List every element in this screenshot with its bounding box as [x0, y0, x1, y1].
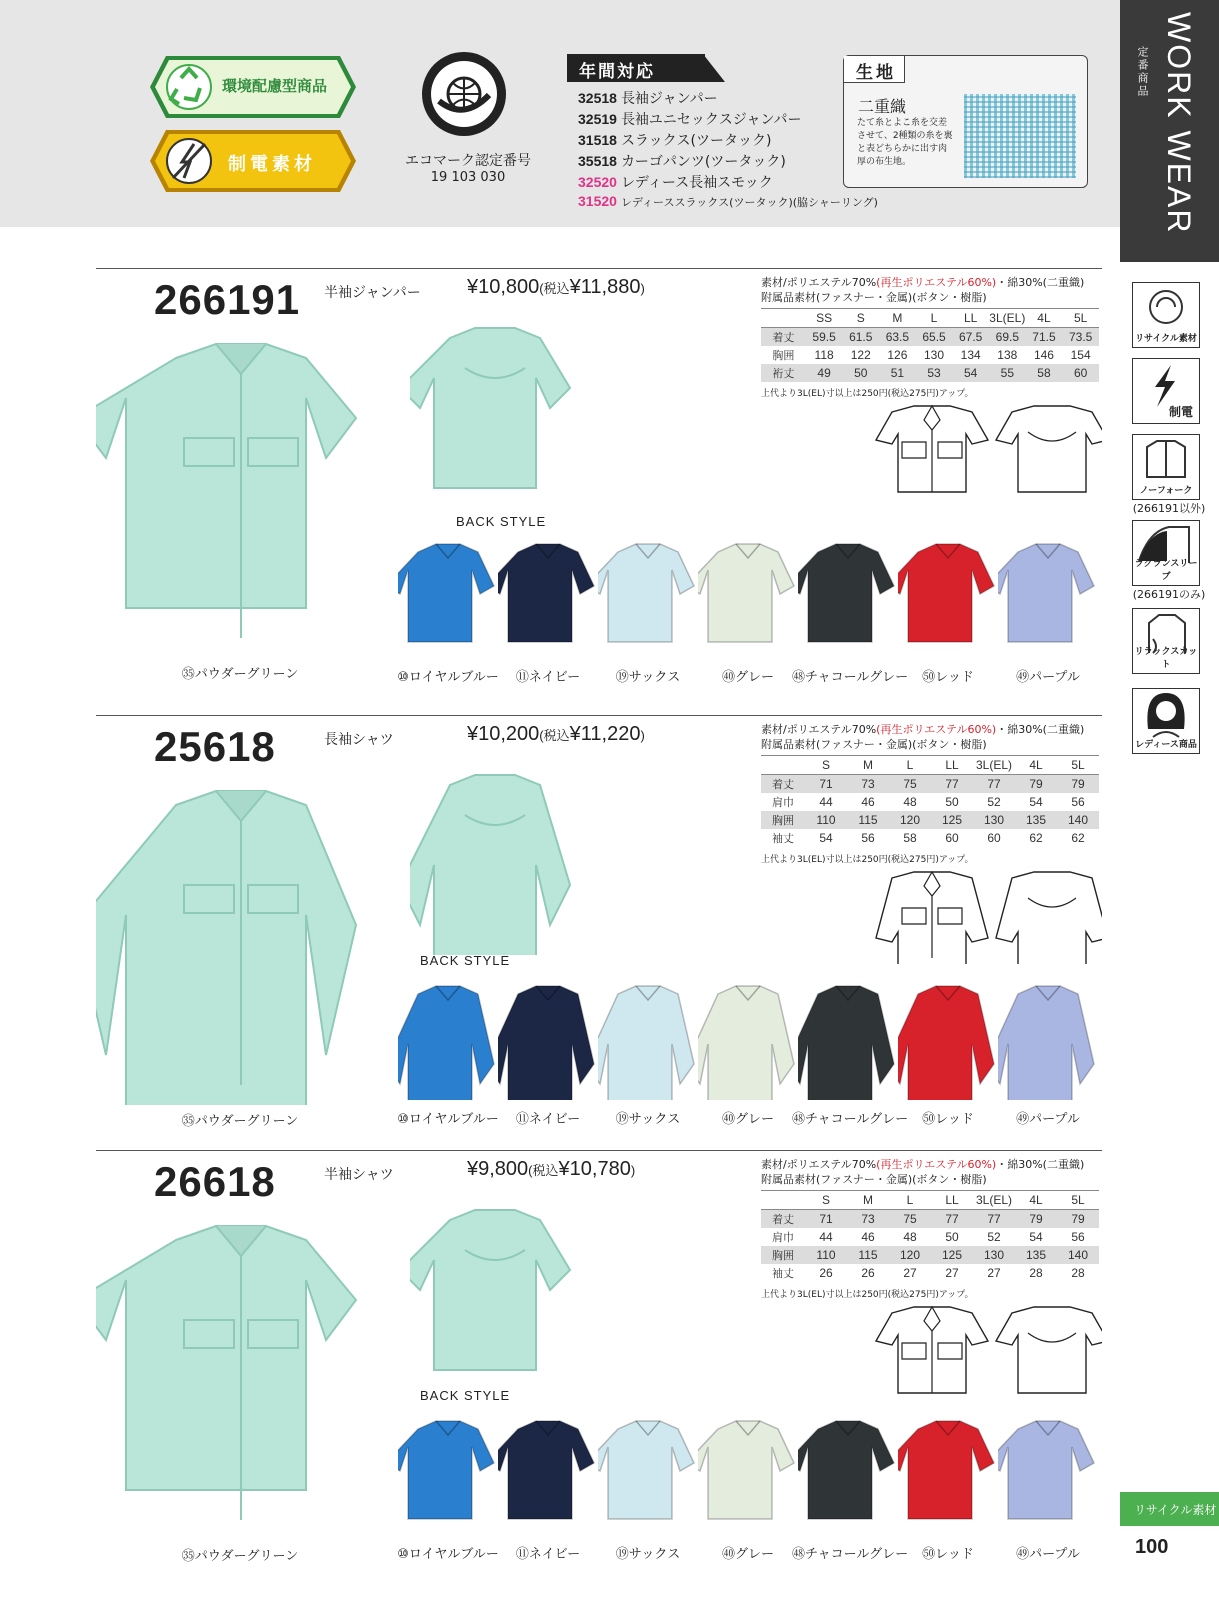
color-variant-label: ㊾パープル: [1016, 1112, 1080, 1127]
size-header: 3L(EL): [989, 309, 1026, 328]
size-cell: 44: [819, 1230, 833, 1244]
year-round-title: 年間対応: [567, 54, 705, 82]
size-cell: 56: [1071, 1230, 1085, 1244]
size-cell: 48: [903, 1230, 917, 1244]
size-cell: 60: [1062, 364, 1099, 382]
color-variant-image: [398, 1415, 498, 1535]
raglan-sleeve-icon: ラグランスリーブ: [1132, 520, 1200, 586]
color-variant-label: ㊾パープル: [1016, 670, 1080, 685]
size-cell: 71: [805, 1210, 847, 1229]
color-variant-label: ㊽チャコールグレー: [792, 1547, 909, 1562]
relax-cut-icon: リラックスカット: [1132, 608, 1200, 674]
color-variant-label: ⑩ロイヤルブルー: [397, 1547, 499, 1562]
size-header: 4L: [1026, 309, 1063, 328]
size-cell: 73: [847, 1210, 889, 1229]
color-variant-image: [798, 538, 898, 658]
fabric-title: 生地: [844, 56, 905, 83]
raglan-note: (266191のみ): [1132, 588, 1206, 601]
main-garment-image: [96, 775, 386, 1105]
color-variant-label: ⑩ロイヤルブルー: [397, 1112, 499, 1127]
section-rule: [96, 1150, 1102, 1151]
table-row: [761, 1228, 1099, 1246]
norfolk-note: (266191以外): [1132, 502, 1206, 515]
table-row: [761, 328, 1099, 347]
size-header: M: [879, 309, 916, 328]
size-header: L: [889, 756, 931, 775]
size-header: LL: [952, 309, 989, 328]
product-number: 25618: [154, 723, 276, 770]
color-variant-label: ⑲サックス: [615, 1112, 681, 1127]
size-header: L: [889, 1191, 931, 1210]
year-item: 32518 長袖ジャンパー: [578, 90, 718, 107]
size-cell: 110: [805, 1246, 847, 1264]
back-style-image: [410, 318, 580, 508]
product-number: 26618: [154, 1158, 276, 1205]
size-header: 5L: [1062, 309, 1099, 328]
size-cell: 134: [960, 348, 981, 362]
size-header: M: [847, 756, 889, 775]
size-cell: 126: [887, 348, 908, 362]
main-color-label: ㉟パウダーグリーン: [181, 1549, 299, 1564]
size-cell: 75: [889, 775, 931, 794]
product-price: ¥10,800(税込¥11,880): [467, 276, 645, 298]
size-cell: 62: [1071, 831, 1085, 845]
size-cell: 77: [973, 1210, 1015, 1229]
side-subtitle: 定番商品: [1136, 46, 1149, 98]
table-row: [761, 1264, 1099, 1282]
size-cell: 120: [889, 1246, 931, 1264]
table-row: [761, 1246, 1099, 1264]
size-cell: 26: [861, 1266, 875, 1280]
size-cell: 60: [987, 831, 1001, 845]
size-cell: 27: [903, 1266, 917, 1280]
color-variant-label: ⑩ロイヤルブルー: [397, 670, 499, 685]
size-cell: 79: [1057, 1210, 1099, 1229]
color-variant-image: [598, 980, 698, 1100]
year-item: 35518 カーゴパンツ(ツータック): [578, 153, 786, 170]
size-cell: 65.5: [916, 328, 953, 347]
row-label: 裄丈: [761, 364, 806, 382]
size-cell: 55: [989, 364, 1026, 382]
size-cell: 73.5: [1062, 328, 1099, 347]
size-cell: 115: [847, 1246, 889, 1264]
row-label: 袖丈: [772, 833, 794, 845]
product-name: 半袖ジャンパー: [324, 285, 421, 301]
color-variant-image: [798, 980, 898, 1100]
row-label: 胸囲: [761, 811, 805, 829]
table-row: [761, 364, 1099, 382]
size-cell: 77: [931, 1210, 973, 1229]
product-price: ¥10,200(税込¥11,220): [467, 723, 645, 745]
surcharge-note: 上代より3L(EL)寸以上は250円(税込275円)アップ。: [761, 855, 974, 865]
year-item: 32520 レディース長袖スモック: [578, 174, 773, 191]
back-style-label: BACK STYLE: [456, 514, 547, 529]
product-number: 266191: [154, 276, 301, 323]
size-table: [761, 1190, 1099, 1282]
size-header: 4L: [1015, 756, 1057, 775]
norfolk-icon: ノーフォーク: [1132, 434, 1200, 500]
color-variant-image: [398, 538, 498, 658]
color-variant-label: ㊵グレー: [721, 670, 774, 685]
size-cell: 140: [1057, 1246, 1099, 1264]
size-header: 4L: [1015, 1191, 1057, 1210]
size-cell: 77: [931, 775, 973, 794]
size-cell: 138: [997, 348, 1018, 362]
size-header: SS: [806, 309, 843, 328]
color-variant-label: ㊽チャコールグレー: [792, 670, 909, 685]
color-variant-label: ㊿レッド: [922, 1112, 974, 1127]
size-header: S: [805, 1191, 847, 1210]
color-variant-image: [498, 980, 598, 1100]
row-label: 着丈: [761, 328, 806, 347]
size-header: 5L: [1057, 1191, 1099, 1210]
surcharge-note: 上代より3L(EL)寸以上は250円(税込275円)アップ。: [761, 1290, 974, 1300]
size-cell: 125: [931, 811, 973, 829]
year-item: 31520 レディーススラックス(ツータック)(脇シャーリング): [578, 193, 878, 209]
size-cell: 50: [945, 795, 959, 809]
size-cell: 122: [850, 348, 871, 362]
antistatic-badge-label: 制電素材: [228, 154, 316, 175]
row-label: 肩巾: [772, 1232, 794, 1244]
size-cell: 44: [819, 795, 833, 809]
size-header: S: [842, 309, 879, 328]
ecomark-number: 19 103 030: [430, 170, 506, 185]
row-label: 肩巾: [772, 797, 794, 809]
flat-drawing: [862, 402, 1102, 498]
size-header: LL: [931, 1191, 973, 1210]
back-style-image: [410, 1200, 580, 1390]
size-cell: 115: [847, 811, 889, 829]
size-cell: 54: [952, 364, 989, 382]
size-cell: 46: [861, 795, 875, 809]
size-header: S: [805, 756, 847, 775]
size-table: [761, 308, 1099, 382]
color-variant-image: [898, 1415, 998, 1535]
size-cell: 60: [945, 831, 959, 845]
size-cell: 125: [931, 1246, 973, 1264]
row-label: 胸囲: [761, 1246, 805, 1264]
product-name: 半袖シャツ: [324, 1167, 394, 1183]
size-cell: 62: [1029, 831, 1043, 845]
color-variant-label: ㊵グレー: [721, 1547, 774, 1562]
size-cell: 56: [861, 831, 875, 845]
main-color-label: ㉟パウダーグリーン: [181, 1114, 299, 1129]
size-cell: 71.5: [1026, 328, 1063, 347]
table-row: [761, 811, 1099, 829]
size-cell: 58: [903, 831, 917, 845]
color-variant-image: [598, 538, 698, 658]
size-cell: 52: [987, 795, 1001, 809]
size-cell: 118: [814, 348, 834, 362]
year-item: 32519 長袖ユニセックスジャンパー: [578, 111, 802, 128]
main-color-label: ㉟パウダーグリーン: [181, 667, 299, 682]
product-price: ¥9,800(税込¥10,780): [467, 1158, 636, 1180]
color-variant-image: [998, 1415, 1098, 1535]
size-cell: 52: [987, 1230, 1001, 1244]
recycle-footer-label: リサイクル素材: [1120, 1492, 1219, 1526]
material-info: 素材/ポリエステル70%(再生ポリエステル60%)・綿30%(二重織) 附属品素材(ファスナー・金属)(ボタン・樹脂): [761, 723, 1085, 751]
size-cell: 130: [924, 348, 945, 362]
back-style-label: BACK STYLE: [420, 953, 511, 968]
color-variant-image: [898, 980, 998, 1100]
size-cell: 77: [973, 775, 1015, 794]
table-row: [761, 829, 1099, 847]
size-cell: 46: [861, 1230, 875, 1244]
size-cell: 54: [1029, 795, 1043, 809]
size-cell: 135: [1015, 1246, 1057, 1264]
antistatic-icon: 制電: [1132, 358, 1200, 424]
ecomark-label: エコマーク認定番号: [405, 153, 531, 169]
size-cell: 49: [806, 364, 843, 382]
size-cell: 56: [1071, 795, 1085, 809]
table-row: [761, 775, 1099, 794]
size-cell: 51: [879, 364, 916, 382]
size-cell: 130: [973, 1246, 1015, 1264]
main-garment-image: [96, 328, 386, 658]
fabric-name: 二重織: [858, 97, 907, 116]
color-variant-label: ⑲サックス: [615, 670, 681, 685]
size-header: 3L(EL): [973, 1191, 1015, 1210]
size-cell: 79: [1015, 1210, 1057, 1229]
material-info: 素材/ポリエステル70%(再生ポリエステル60%)・綿30%(二重織) 附属品素材(ファスナー・金属)(ボタン・樹脂): [761, 1158, 1085, 1186]
size-cell: 140: [1057, 811, 1099, 829]
color-variant-image: [998, 980, 1098, 1100]
ecomark-icon: [422, 52, 506, 136]
section-rule: [96, 268, 1102, 269]
eco-badge-label: 環境配慮型商品: [222, 77, 328, 95]
color-variant-image: [798, 1415, 898, 1535]
surcharge-note: 上代より3L(EL)寸以上は250円(税込275円)アップ。: [761, 389, 974, 399]
color-variant-image: [398, 980, 498, 1100]
size-cell: 110: [805, 811, 847, 829]
size-cell: 50: [945, 1230, 959, 1244]
color-variant-image: [698, 1415, 798, 1535]
size-cell: 59.5: [806, 328, 843, 347]
size-header: LL: [931, 756, 973, 775]
back-style-image: [410, 765, 580, 955]
color-variant-image: [598, 1415, 698, 1535]
year-item: 31518 スラックス(ツータック): [578, 132, 772, 149]
ladies-icon: レディース商品: [1132, 688, 1200, 754]
size-cell: 28: [1071, 1266, 1085, 1280]
size-header: L: [916, 309, 953, 328]
section-rule: [96, 715, 1102, 716]
size-cell: 58: [1026, 364, 1063, 382]
size-cell: 135: [1015, 811, 1057, 829]
size-table: [761, 755, 1099, 847]
color-variant-label: ㊾パープル: [1016, 1547, 1080, 1562]
flat-drawing: [862, 1303, 1102, 1399]
size-cell: 28: [1029, 1266, 1043, 1280]
color-variant-label: ⑪ネイビー: [515, 670, 581, 685]
size-cell: 69.5: [989, 328, 1026, 347]
color-variant-label: ⑪ネイビー: [515, 1547, 581, 1562]
size-cell: 61.5: [842, 328, 879, 347]
page-number: 100: [1135, 1536, 1169, 1558]
size-cell: 54: [819, 831, 833, 845]
fabric-description: たて糸とよこ糸を交差 させて、2種類の糸を裏 と表どちらかに出す肉 厚の布生地。: [857, 118, 953, 167]
size-cell: 27: [987, 1266, 1001, 1280]
size-cell: 27: [945, 1266, 959, 1280]
side-tab: [1120, 0, 1219, 262]
size-cell: 79: [1015, 775, 1057, 794]
color-variant-label: ㊽チャコールグレー: [792, 1112, 909, 1127]
table-row: [761, 346, 1099, 364]
color-variant-image: [898, 538, 998, 658]
size-header: 5L: [1057, 756, 1099, 775]
size-cell: 63.5: [879, 328, 916, 347]
back-style-label: BACK STYLE: [420, 1388, 511, 1403]
color-variant-label: ㊿レッド: [922, 670, 974, 685]
material-info: 素材/ポリエステル70%(再生ポリエステル60%)・綿30%(二重織) 附属品素材(ファスナー・金属)(ボタン・樹脂): [761, 276, 1085, 304]
size-cell: 53: [916, 364, 953, 382]
size-cell: 26: [819, 1266, 833, 1280]
color-variant-label: ㊿レッド: [922, 1547, 974, 1562]
size-cell: 79: [1057, 775, 1099, 794]
size-cell: 120: [889, 811, 931, 829]
size-cell: 48: [903, 795, 917, 809]
color-variant-image: [998, 538, 1098, 658]
color-variant-image: [698, 538, 798, 658]
row-label: 着丈: [761, 1210, 805, 1229]
size-cell: 54: [1029, 1230, 1043, 1244]
product-name: 長袖シャツ: [324, 732, 394, 748]
color-variant-label: ⑪ネイビー: [515, 1112, 581, 1127]
recycle-material-icon: リサイクル素材: [1132, 282, 1200, 348]
side-title: WORK WEAR: [1161, 12, 1197, 235]
size-header: M: [847, 1191, 889, 1210]
size-cell: 154: [1070, 348, 1091, 362]
flat-drawing: [862, 868, 1102, 964]
table-row: [761, 1210, 1099, 1229]
color-variant-image: [698, 980, 798, 1100]
size-cell: 50: [842, 364, 879, 382]
row-label: 胸囲: [772, 350, 795, 362]
size-cell: 73: [847, 775, 889, 794]
size-cell: 146: [1033, 348, 1054, 362]
size-cell: 67.5: [952, 328, 989, 347]
row-label: 着丈: [761, 775, 805, 794]
table-row: [761, 793, 1099, 811]
size-cell: 71: [805, 775, 847, 794]
color-variant-image: [498, 538, 598, 658]
main-garment-image: [96, 1210, 386, 1540]
size-cell: 75: [889, 1210, 931, 1229]
size-header: 3L(EL): [973, 756, 1015, 775]
color-variant-label: ⑲サックス: [615, 1547, 681, 1562]
color-variant-image: [498, 1415, 598, 1535]
color-variant-label: ㊵グレー: [721, 1112, 774, 1127]
size-cell: 130: [973, 811, 1015, 829]
row-label: 袖丈: [772, 1268, 794, 1280]
